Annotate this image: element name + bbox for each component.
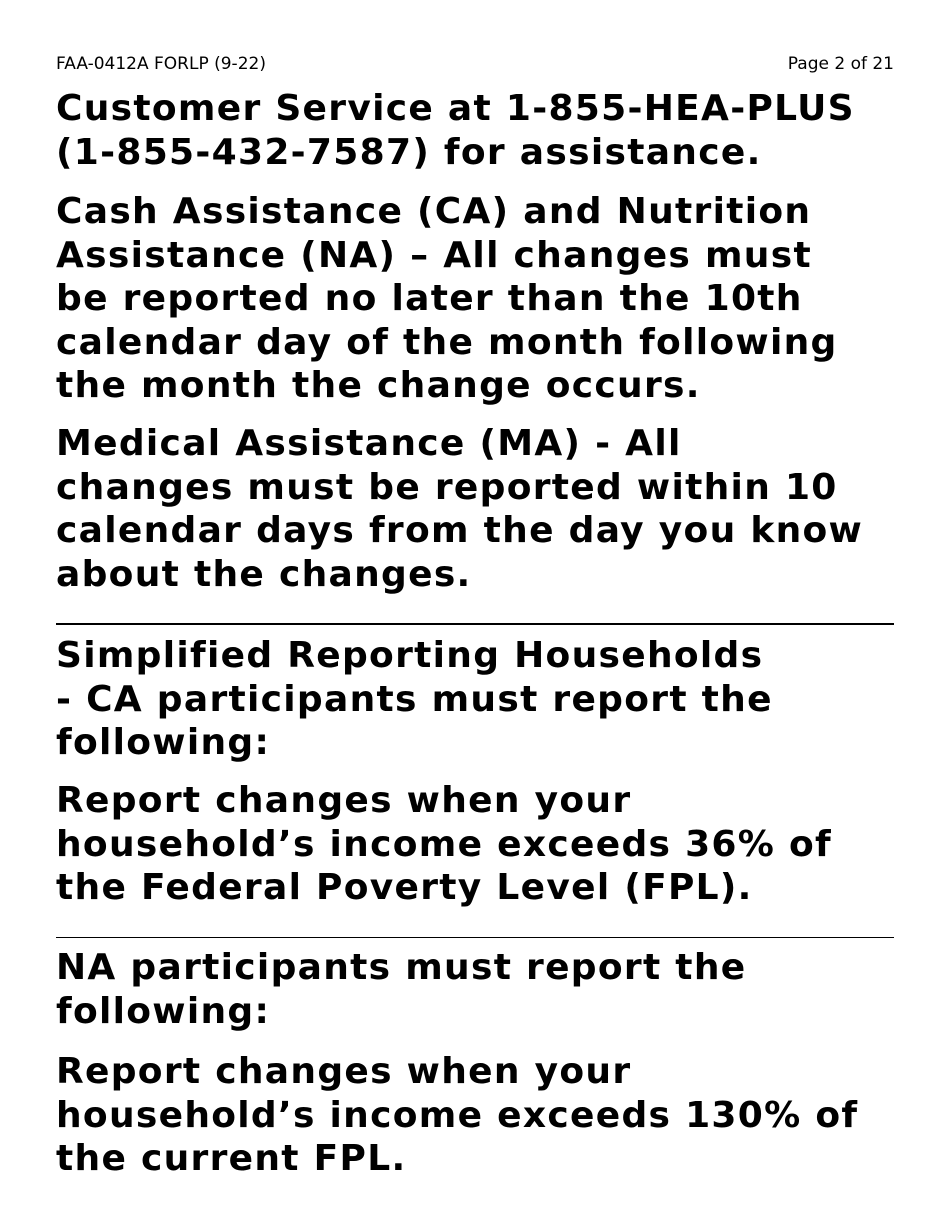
page-number: Page 2 of 21: [787, 54, 894, 74]
section-divider: [56, 937, 894, 938]
section-divider: [56, 623, 894, 625]
ma-reporting-paragraph: Medical Assistance (MA) - All changes must be reported within 10 calendar days from the day you know about the changes.: [56, 423, 864, 595]
na-income-rule-paragraph: Report changes when your household’s income exceeds 130% of the current FPL.: [56, 1051, 859, 1179]
simplified-reporting-heading: Simplified Reporting Households - CA participants must report the following:: [56, 635, 773, 763]
page-header: [56, 52, 894, 76]
ca-income-rule-paragraph: Report changes when your household’s income exceeds 36% of the Federal Poverty Level (FPL).: [56, 780, 832, 908]
na-participants-heading: NA participants must report the following:: [56, 947, 747, 1032]
ca-na-reporting-paragraph: Cash Assistance (CA) and Nutrition Assistance (NA) – All changes must be reported no later than the 10th calendar day of the month following the month the change occurs.: [56, 191, 838, 406]
customer-service-paragraph: Customer Service at 1-855-HEA-PLUS (1-855-432-7587) for assistance.: [56, 88, 855, 173]
form-id: FAA-0412A FORLP (9-22): [56, 54, 266, 74]
